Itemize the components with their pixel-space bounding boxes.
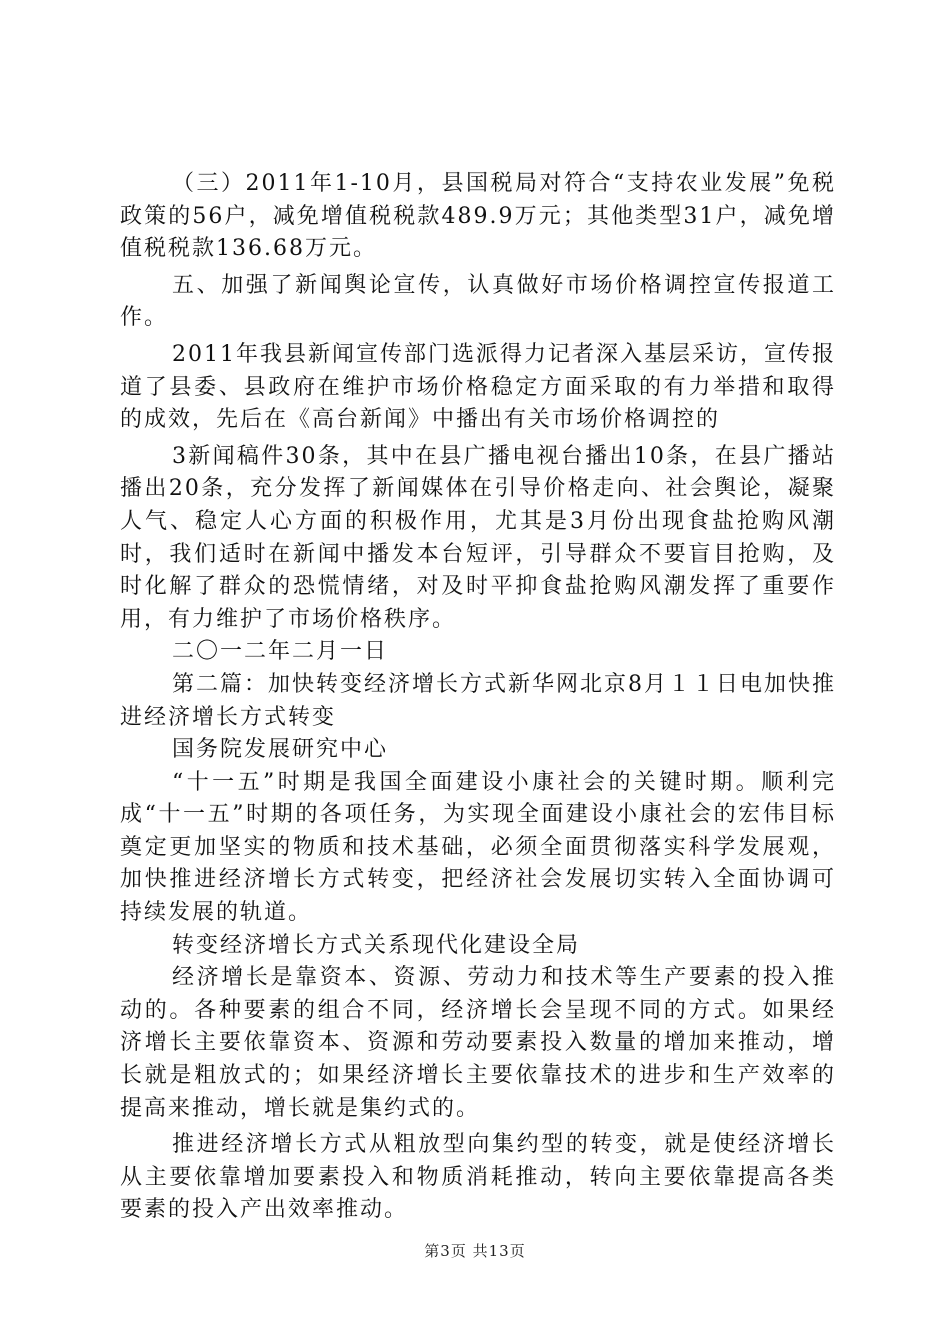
paragraph-second-article-title: 第二篇：加快转变经济增长方式新华网北京8月１１日电加快推进经济增长方式转变 bbox=[120, 671, 836, 730]
paragraph-growth-transition: 推进经济增长方式从粗放型向集约型的转变，就是使经济增长从主要依靠增加要素投入和物质消耗推动，转向主要依靠提高各类要素的投入产出效率推动。 bbox=[120, 1132, 836, 1223]
paragraph-subheading: 转变经济增长方式关系现代化建设全局 bbox=[172, 932, 581, 958]
page-number-footer: 第3页 共13页 bbox=[424, 1242, 526, 1260]
paragraph-author: 国务院发展研究中心 bbox=[172, 737, 389, 763]
body-text bbox=[120, 168, 836, 1227]
paragraph-eleventh-five-year: “十一五”时期是我国全面建设小康社会的关键时期。顺利完成“十一五”时期的各项任务，为实现全面建设小康社会的宏伟目标奠定更加坚实的物质和技术基础，必须全面贯彻落实科学发展观，加快推进经济增长方式转变，把经济社会发展切实转入全面协调可持续发展的轨道。 bbox=[120, 769, 836, 926]
paragraph-growth-factors: 经济增长是靠资本、资源、劳动力和技术等生产要素的投入推动的。各种要素的组合不同，经济增长会呈现不同的方式。如果经济增长主要依靠资本、资源和劳动要素投入数量的增加来推动，增长就是粗放式的；如果经济增长主要依靠技术的进步和生产效率的提高来推动，增长就是集约式的。 bbox=[120, 965, 836, 1121]
paragraph-news-articles: 3新闻稿件30条，其中在县广播电视台播出10条，在县广播站播出20条，充分发挥了新闻媒体在引导价格走向、社会舆论，凝聚人气、稳定人心方面的积极作用，尤其是3月份出现食盐抢购风潮时，我们适时在新闻中播发本台短评，引导群众不要盲目抢购，及时化解了群众的恐慌情绪，对及时平抑食盐抢购风潮发挥了重要作用，有力维护了市场价格秩序。 bbox=[120, 443, 836, 632]
paragraph-section-five-heading: 五、加强了新闻舆论宣传，认真做好市场价格调控宣传报道工作。 bbox=[120, 272, 836, 331]
paragraph-date: 二〇一二年二月一日 bbox=[172, 639, 389, 665]
paragraph-tax-exemption: （三）2011年1-10月，县国税局对符合“支持农业发展”免税政策的56户，减免增值税税款489.9万元；其他类型31户，减免增值税税款136.68万元。 bbox=[120, 171, 836, 262]
paragraph-news-publicity: 2011年我县新闻宣传部门选派得力记者深入基层采访，宣传报道了县委、县政府在维护市场价格稳定方面采取的有力举措和取得的成效，先后在《高台新闻》中播出有关市场价格调控的 bbox=[120, 341, 836, 433]
